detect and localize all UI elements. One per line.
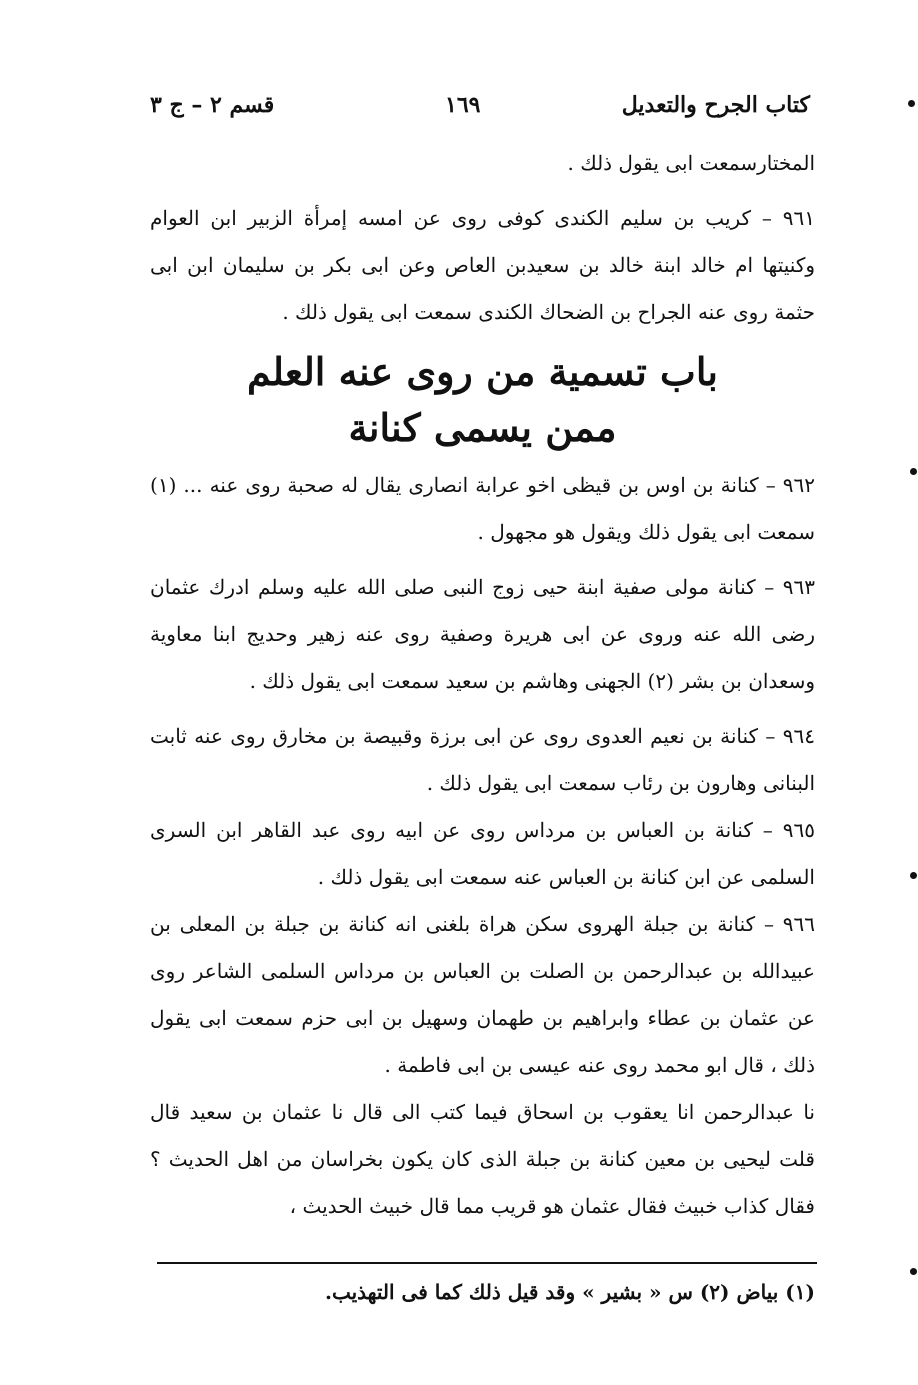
margin-mark (910, 1268, 917, 1275)
page-header (150, 92, 810, 132)
section-heading: باب تسمية من روى عنه العلم (247, 349, 718, 394)
section-subheading: ممن يسمى كنانة (348, 405, 617, 450)
entry-961: ٩٦١ – كريب بن سليم الكندى كوفى روى عن امسه إمرأة الزبير ابن العوام وكنيتها ام خالد ابنة خالد بن سعيدبن العاص وعن ابى بكر بن سليمان ابن ابى حثمة روى عنه الجراح بن الضحاك الكندى سمعت ابى يقول ذلك . (150, 206, 815, 324)
page-number: ١٦٩ (445, 92, 481, 118)
page-body (150, 140, 815, 1230)
paragraph-continuation: المختارسمعت ابى يقول ذلك . (567, 151, 815, 175)
report-paragraph: نا عبدالرحمن انا يعقوب بن اسحاق فيما كتب الى قال نا عثمان بن سعيد قال قلت ليحيى بن معين كنانة بن جبلة الذى كان يكون بخراسان من اهل الحديث ؟ فقال كذاب خبيث فقال عثمان هو قريب مما قال خبيث الحديث ، (150, 1100, 815, 1218)
entry-962: ٩٦٢ – كنانة بن اوس بن قيظى اخو عرابة انصارى يقال له صحبة روى عنه ... (١) سمعت ابى يقول ذلك ويقول هو مجهول . (150, 473, 815, 544)
margin-mark (910, 468, 917, 475)
margin-mark (910, 872, 917, 879)
entry-965: ٩٦٥ – كنانة بن العباس بن مرداس روى عن ابيه روى عبد القاهر ابن السرى السلمى عن ابن كنانة بن العباس عنه سمعت ابى يقول ذلك . (150, 818, 815, 889)
entry-966: ٩٦٦ – كنانة بن جبلة الهروى سكن هراة بلغنى انه كنانة بن جبلة بن المعلى بن عبيدالله بن عبدالرحمن بن الصلت بن العباس بن مرداس السلمى الشاعر روى عن عثمان بن عطاء وابراهيم بن طهمان وسهيل بن ابى حزم سمعت ابى يقول ذلك ، قال ابو محمد روى عنه عيسى بن ابى فاطمة . (150, 912, 815, 1077)
margin-mark (908, 100, 915, 107)
entry-963: ٩٦٣ – كنانة مولى صفية ابنة حيى زوج النبى صلى الله عليه وسلم ادرك عثمان رضى الله عنه وروى عن ابى هريرة وصفية روى عنه زهير وحديج ابنا معاوية وسعدان بن بشر (٢) الجهنى وهاشم بن سعيد سمعت ابى يقول ذلك . (150, 575, 815, 693)
running-title: كتاب الجرح والتعديل (621, 92, 810, 118)
volume-label: قسم ٢ – ج ٣ (150, 92, 275, 118)
footnote-divider (157, 1262, 817, 1264)
entry-964: ٩٦٤ – كنانة بن نعيم العدوى روى عن ابى برزة وقبيصة بن مخارق روى عنه ثابت البنانى وهارون بن رئاب سمعت ابى يقول ذلك . (150, 724, 815, 795)
footnote: (١) بياض (٢) س « بشير » وقد قيل ذلك كما فى التهذيب. (325, 1280, 815, 1304)
